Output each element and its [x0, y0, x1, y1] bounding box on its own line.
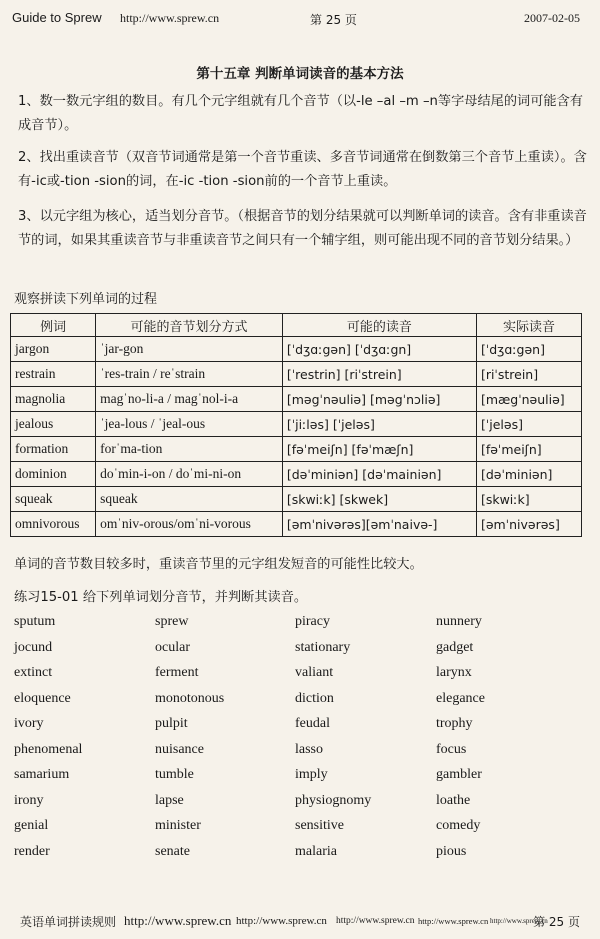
exercise-word: larynx: [436, 665, 472, 680]
table-cell-actual-pron: [ˈdʒɑːgən]: [476, 337, 581, 362]
list-item: [14, 691, 574, 717]
table-header-word: 例词: [11, 314, 96, 337]
list-item: [14, 716, 574, 742]
table-cell-possible-pron: [ˈjiːləs] [ˈjeləs]: [282, 412, 476, 437]
table-row: [11, 512, 582, 537]
exercise-word: irony: [14, 792, 44, 808]
exercise-word: valiant: [295, 665, 334, 680]
observe-label: 观察拼读下列单词的过程: [14, 292, 158, 307]
table-cell-actual-pron: [mægˈnəuliə]: [476, 387, 581, 412]
footer-url: http://www.sprew.cn: [236, 915, 327, 927]
table-header-division: 可能的音节划分方式: [96, 314, 283, 337]
exercise-word: nunnery: [436, 614, 482, 629]
table-cell-division: omˈniv-orous/omˈni-vorous: [96, 512, 283, 537]
exercise-label: 练习15-01 给下列单词划分音节，并判断其读音。: [14, 590, 308, 605]
table-header-possible-pron: 可能的读音: [282, 314, 476, 337]
table-cell-division: ˈjea-lous / ˈjeal-ous: [96, 412, 283, 437]
exercise-word: eloquence: [14, 690, 71, 706]
rule-paragraph-1: 1、数一数元字组的数目。有几个元字组就有几个音节（以-le –al –m –n等字母结尾的词可能含有成音节）。: [18, 94, 583, 133]
list-item: [14, 665, 574, 691]
table-cell-actual-pron: [riˈstrein]: [476, 362, 581, 387]
header-page-number: 第 25 页: [310, 13, 357, 27]
exercise-word: sensitive: [295, 818, 344, 833]
exercise-word: feudal: [295, 716, 330, 731]
list-item: [14, 818, 574, 844]
page-footer: [20, 913, 580, 929]
exercise-word: trophy: [436, 716, 473, 731]
chapter-title: 第十五章 判断单词读音的基本方法: [196, 66, 404, 82]
footer-url: http://www.sprew.cn: [336, 916, 415, 926]
table-row: [11, 387, 582, 412]
exercise-word: ivory: [14, 716, 44, 731]
exercise-word: sprew: [155, 614, 189, 629]
exercise-word: piracy: [295, 614, 330, 629]
footer-url: http://www.sprew.cn: [124, 913, 232, 928]
exercise-word: senate: [155, 843, 190, 859]
exercise-word: diction: [295, 690, 334, 706]
page-header: [12, 10, 580, 28]
table-cell-actual-pron: [skwiːk]: [476, 487, 581, 512]
table-cell-possible-pron: [məgˈnəuliə] [məgˈnɔliə]: [282, 387, 476, 412]
list-item: [14, 742, 574, 768]
table-cell-actual-pron: [ˈjeləs]: [476, 412, 581, 437]
table-cell-division: squeak: [96, 487, 283, 512]
header-date: 2007-02-05: [524, 11, 580, 25]
table-cell-actual-pron: [əmˈnivərəs]: [476, 512, 581, 537]
table-header-actual-pron: 实际读音: [476, 314, 581, 337]
table-cell-actual-pron: [dəˈminiən]: [476, 462, 581, 487]
table-cell-word: jealous: [11, 412, 96, 437]
exercise-word: gadget: [436, 639, 474, 655]
exercise-word: phenomenal: [14, 741, 83, 757]
list-item: [14, 640, 574, 666]
table-cell-possible-pron: [ˈdʒɑːgən] [ˈdʒɑːgn]: [282, 337, 476, 362]
exercise-word: malaria: [295, 843, 337, 859]
table-cell-word: jargon: [11, 337, 96, 362]
exercise-word: focus: [436, 741, 467, 757]
table-cell-possible-pron: [dəˈminiən] [dəˈmainiən]: [282, 462, 476, 487]
table-cell-word: dominion: [11, 462, 96, 487]
exercise-word: stationary: [295, 639, 351, 655]
exercise-word: gambler: [436, 767, 482, 782]
table-cell-division: doˈmin-i-on / doˈmi-ni-on: [96, 462, 283, 487]
exercise-word: sputum: [14, 614, 56, 629]
exercise-word: monotonous: [155, 690, 225, 706]
exercise-word: lapse: [155, 792, 184, 808]
table-cell-word: omnivorous: [11, 512, 96, 537]
exercise-word: minister: [155, 818, 201, 833]
exercise-word: extinct: [14, 665, 53, 680]
exercise-word: jocund: [14, 639, 53, 655]
exercise-word: samarium: [14, 767, 70, 782]
header-url: http://www.sprew.cn: [120, 11, 220, 25]
table-row: [11, 362, 582, 387]
exercise-word: render: [14, 843, 50, 859]
table-cell-word: squeak: [11, 487, 96, 512]
exercise-word: elegance: [436, 690, 485, 706]
exercise-word: pious: [436, 843, 467, 859]
exercise-word: loathe: [436, 792, 471, 808]
exercise-word: tumble: [155, 767, 194, 782]
exercise-word: imply: [295, 767, 328, 782]
exercise-word-grid: [14, 614, 574, 869]
footer-url: http://www.sprew.cn: [418, 916, 489, 926]
exercise-word: physiognomy: [295, 792, 372, 808]
table-row: [11, 462, 582, 487]
header-site-name: Guide to Sprew: [12, 10, 102, 25]
table-cell-word: magnolia: [11, 387, 96, 412]
exercise-word: lasso: [295, 741, 323, 757]
list-item: [14, 767, 574, 793]
table-cell-actual-pron: [fəˈmeiʃn]: [476, 437, 581, 462]
table-cell-possible-pron: [fəˈmeiʃn] [fəˈmæʃn]: [282, 437, 476, 462]
table-row: [11, 437, 582, 462]
table-cell-possible-pron: [əmˈnivərəs][əmˈnaivə-]: [282, 512, 476, 537]
table-header-row: [11, 314, 582, 337]
exercise-word: nuisance: [155, 741, 204, 757]
table-cell-division: ˈjar-gon: [96, 337, 283, 362]
table-cell-division: ˈres-train / reˈstrain: [96, 362, 283, 387]
exercise-word: genial: [14, 818, 49, 833]
stress-note: 单词的音节数目较多时，重读音节里的元字组发短音的可能性比较大。: [14, 557, 423, 572]
exercise-word: pulpit: [155, 716, 188, 731]
footer-url: http://www.sprew.cn: [490, 917, 548, 925]
table-cell-possible-pron: [skwiːk] [skwek]: [282, 487, 476, 512]
table-cell-word: restrain: [11, 362, 96, 387]
table-cell-division: magˈno-li-a / magˈnol-i-a: [96, 387, 283, 412]
rule-paragraph-2: 2、找出重读音节（双音节词通常是第一个音节重读、多音节词通常在倒数第三个音节上重读）。含有-ic或-tion -sion的词，在-ic -tion -sion前的一个音节上重读。: [18, 150, 587, 189]
table-row: [11, 487, 582, 512]
footer-title: 英语单词拼读规则: [20, 915, 117, 929]
table-row: [11, 337, 582, 362]
exercise-word: ocular: [155, 639, 190, 655]
list-item: [14, 844, 574, 870]
footer-page-number: 第 25 页: [533, 915, 580, 929]
table-cell-division: forˈma-tion: [96, 437, 283, 462]
syllable-table: [10, 313, 582, 537]
table-cell-possible-pron: [ˈrestrin] [riˈstrein]: [282, 362, 476, 387]
table-cell-word: formation: [11, 437, 96, 462]
list-item: [14, 793, 574, 819]
exercise-word: comedy: [436, 818, 481, 833]
list-item: [14, 614, 574, 640]
rule-paragraph-3: 3、以元字组为核心，适当划分音节。（根据音节的划分结果就可以判断单词的读音。含有非重读音节的词，如果其重读音节与非重读音节之间只有一个辅字组，则可能出现不同的音节划分结果。）: [18, 209, 587, 248]
exercise-word: ferment: [155, 665, 199, 680]
table-row: [11, 412, 582, 437]
